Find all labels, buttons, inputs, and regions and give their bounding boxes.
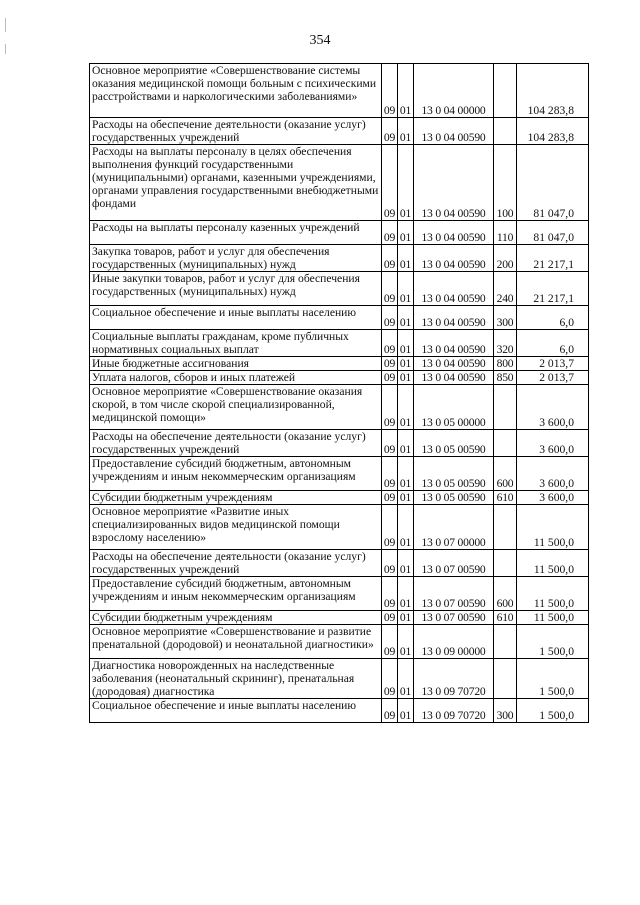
row-grbs-cell: 09 <box>382 505 398 550</box>
scan-edge-mark <box>5 18 6 32</box>
row-program-code-cell: 13 0 07 00000 <box>414 505 494 550</box>
row-expense-type-cell <box>494 659 517 699</box>
row-name-cell: Расходы на выплаты персоналу в целях обеспечения выполнения функций государственными (муниципальными) органами, казенными учреждениями, органами управления государственными внебюджетными фондами <box>90 145 382 221</box>
row-name-cell: Расходы на обеспечение деятельности (оказание услуг) государственных учреждений <box>90 550 382 577</box>
row-section-cell: 01 <box>398 699 414 723</box>
row-name-cell: Социальные выплаты гражданам, кроме публичных нормативных социальных выплат <box>90 330 382 357</box>
row-program-code-cell: 13 0 04 00590 <box>414 118 494 145</box>
table-row <box>90 118 589 145</box>
row-program-code-cell: 13 0 09 00000 <box>414 625 494 659</box>
row-section-cell: 01 <box>398 64 414 118</box>
row-name-cell: Расходы на обеспечение деятельности (оказание услуг) государственных учреждений <box>90 430 382 457</box>
row-section-cell: 01 <box>398 550 414 577</box>
row-name-cell: Основное мероприятие «Развитие иных специализированных видов медицинской помощи взрослому населению» <box>90 505 382 550</box>
table-row <box>90 64 589 118</box>
row-amount-cell: 21 217,1 <box>517 272 589 306</box>
table-row <box>90 357 589 371</box>
table-row <box>90 505 589 550</box>
row-grbs-cell: 09 <box>382 330 398 357</box>
row-section-cell: 01 <box>398 625 414 659</box>
row-amount-cell: 2 013,7 <box>517 357 589 371</box>
row-section-cell: 01 <box>398 611 414 625</box>
row-amount-cell: 1 500,0 <box>517 699 589 723</box>
row-section-cell: 01 <box>398 306 414 330</box>
table-row <box>90 272 589 306</box>
row-expense-type-cell: 110 <box>494 221 517 245</box>
row-grbs-cell: 09 <box>382 625 398 659</box>
row-amount-cell: 11 500,0 <box>517 505 589 550</box>
row-program-code-cell: 13 0 09 70720 <box>414 699 494 723</box>
table-row <box>90 625 589 659</box>
row-expense-type-cell <box>494 625 517 659</box>
row-amount-cell: 6,0 <box>517 306 589 330</box>
row-section-cell: 01 <box>398 491 414 505</box>
row-section-cell: 01 <box>398 272 414 306</box>
row-grbs-cell: 09 <box>382 430 398 457</box>
row-section-cell: 01 <box>398 577 414 611</box>
row-name-cell: Иные бюджетные ассигнования <box>90 357 382 371</box>
row-expense-type-cell <box>494 550 517 577</box>
row-grbs-cell: 09 <box>382 457 398 491</box>
row-expense-type-cell <box>494 385 517 430</box>
table-row <box>90 611 589 625</box>
row-expense-type-cell <box>494 118 517 145</box>
row-grbs-cell: 09 <box>382 371 398 385</box>
table-row <box>90 491 589 505</box>
row-section-cell: 01 <box>398 371 414 385</box>
budget-table <box>89 63 589 723</box>
table-row <box>90 330 589 357</box>
row-name-cell: Предоставление субсидий бюджетным, автономным учреждениям и иным некоммерческим организациям <box>90 577 382 611</box>
row-amount-cell: 21 217,1 <box>517 245 589 272</box>
row-expense-type-cell: 100 <box>494 145 517 221</box>
row-program-code-cell: 13 0 04 00590 <box>414 272 494 306</box>
page-number: 354 <box>309 33 331 48</box>
table-row <box>90 699 589 723</box>
row-amount-cell: 104 283,8 <box>517 118 589 145</box>
row-expense-type-cell: 600 <box>494 577 517 611</box>
row-name-cell: Основное мероприятие «Совершенствование и развитие пренатальной (дородовой) и неонатальной диагностики» <box>90 625 382 659</box>
row-expense-type-cell <box>494 64 517 118</box>
row-expense-type-cell: 850 <box>494 371 517 385</box>
row-program-code-cell: 13 0 04 00590 <box>414 306 494 330</box>
row-program-code-cell: 13 0 05 00000 <box>414 385 494 430</box>
row-section-cell: 01 <box>398 505 414 550</box>
table-row <box>90 430 589 457</box>
row-amount-cell: 3 600,0 <box>517 430 589 457</box>
row-grbs-cell: 09 <box>382 64 398 118</box>
row-section-cell: 01 <box>398 221 414 245</box>
row-program-code-cell: 13 0 04 00000 <box>414 64 494 118</box>
row-amount-cell: 1 500,0 <box>517 625 589 659</box>
row-section-cell: 01 <box>398 659 414 699</box>
table-row <box>90 385 589 430</box>
row-name-cell: Диагностика новорожденных на наследственные заболевания (неонатальный скрининг), пренатальная (дородовая) диагностика <box>90 659 382 699</box>
row-amount-cell: 3 600,0 <box>517 385 589 430</box>
row-program-code-cell: 13 0 04 00590 <box>414 371 494 385</box>
row-program-code-cell: 13 0 07 00590 <box>414 577 494 611</box>
row-grbs-cell: 09 <box>382 272 398 306</box>
row-program-code-cell: 13 0 04 00590 <box>414 330 494 357</box>
row-grbs-cell: 09 <box>382 306 398 330</box>
table-row <box>90 145 589 221</box>
row-expense-type-cell: 610 <box>494 611 517 625</box>
row-amount-cell: 11 500,0 <box>517 550 589 577</box>
row-name-cell: Уплата налогов, сборов и иных платежей <box>90 371 382 385</box>
row-expense-type-cell: 610 <box>494 491 517 505</box>
row-name-cell: Иные закупки товаров, работ и услуг для обеспечения государственных (муниципальных) нужд <box>90 272 382 306</box>
row-amount-cell: 104 283,8 <box>517 64 589 118</box>
row-grbs-cell: 09 <box>382 659 398 699</box>
row-amount-cell: 2 013,7 <box>517 371 589 385</box>
row-name-cell: Расходы на обеспечение деятельности (оказание услуг) государственных учреждений <box>90 118 382 145</box>
table-row <box>90 577 589 611</box>
row-expense-type-cell <box>494 505 517 550</box>
row-program-code-cell: 13 0 04 00590 <box>414 357 494 371</box>
row-grbs-cell: 09 <box>382 245 398 272</box>
row-expense-type-cell: 800 <box>494 357 517 371</box>
row-grbs-cell: 09 <box>382 577 398 611</box>
row-amount-cell: 81 047,0 <box>517 221 589 245</box>
row-program-code-cell: 13 0 04 00590 <box>414 145 494 221</box>
table-row <box>90 306 589 330</box>
row-section-cell: 01 <box>398 385 414 430</box>
row-section-cell: 01 <box>398 118 414 145</box>
table-row <box>90 371 589 385</box>
row-grbs-cell: 09 <box>382 611 398 625</box>
row-program-code-cell: 13 0 07 00590 <box>414 611 494 625</box>
table-body <box>90 64 589 723</box>
row-grbs-cell: 09 <box>382 221 398 245</box>
row-expense-type-cell: 320 <box>494 330 517 357</box>
row-name-cell: Субсидии бюджетным учреждениям <box>90 491 382 505</box>
row-amount-cell: 11 500,0 <box>517 611 589 625</box>
row-program-code-cell: 13 0 04 00590 <box>414 221 494 245</box>
row-section-cell: 01 <box>398 245 414 272</box>
row-expense-type-cell: 240 <box>494 272 517 306</box>
row-name-cell: Социальное обеспечение и иные выплаты населению <box>90 306 382 330</box>
row-name-cell: Основное мероприятие «Совершенствование системы оказания медицинской помощи больным с психическими расстройствами и наркологическими заболеваниями» <box>90 64 382 118</box>
row-amount-cell: 3 600,0 <box>517 457 589 491</box>
row-amount-cell: 6,0 <box>517 330 589 357</box>
row-program-code-cell: 13 0 05 00590 <box>414 491 494 505</box>
row-grbs-cell: 09 <box>382 699 398 723</box>
row-grbs-cell: 09 <box>382 118 398 145</box>
row-expense-type-cell: 600 <box>494 457 517 491</box>
row-expense-type-cell: 300 <box>494 306 517 330</box>
row-name-cell: Закупка товаров, работ и услуг для обеспечения государственных (муниципальных) нужд <box>90 245 382 272</box>
row-section-cell: 01 <box>398 145 414 221</box>
row-amount-cell: 3 600,0 <box>517 491 589 505</box>
table-row <box>90 221 589 245</box>
row-amount-cell: 11 500,0 <box>517 577 589 611</box>
row-grbs-cell: 09 <box>382 357 398 371</box>
table-row <box>90 550 589 577</box>
table-row <box>90 245 589 272</box>
row-program-code-cell: 13 0 09 70720 <box>414 659 494 699</box>
row-section-cell: 01 <box>398 357 414 371</box>
row-expense-type-cell <box>494 430 517 457</box>
row-name-cell: Основное мероприятие «Совершенствование оказания скорой, в том числе скорой специализированной, медицинской помощи» <box>90 385 382 430</box>
row-name-cell: Предоставление субсидий бюджетным, автономным учреждениям и иным некоммерческим организациям <box>90 457 382 491</box>
row-expense-type-cell: 200 <box>494 245 517 272</box>
row-grbs-cell: 09 <box>382 491 398 505</box>
row-grbs-cell: 09 <box>382 385 398 430</box>
row-amount-cell: 1 500,0 <box>517 659 589 699</box>
row-section-cell: 01 <box>398 430 414 457</box>
row-program-code-cell: 13 0 07 00590 <box>414 550 494 577</box>
row-section-cell: 01 <box>398 457 414 491</box>
row-name-cell: Расходы на выплаты персоналу казенных учреждений <box>90 221 382 245</box>
row-expense-type-cell: 300 <box>494 699 517 723</box>
row-name-cell: Субсидии бюджетным учреждениям <box>90 611 382 625</box>
row-amount-cell: 81 047,0 <box>517 145 589 221</box>
row-program-code-cell: 13 0 05 00590 <box>414 457 494 491</box>
row-grbs-cell: 09 <box>382 550 398 577</box>
table-row <box>90 457 589 491</box>
row-program-code-cell: 13 0 04 00590 <box>414 245 494 272</box>
table-row <box>90 659 589 699</box>
row-grbs-cell: 09 <box>382 145 398 221</box>
row-section-cell: 01 <box>398 330 414 357</box>
row-name-cell: Социальное обеспечение и иные выплаты населению <box>90 699 382 723</box>
row-program-code-cell: 13 0 05 00590 <box>414 430 494 457</box>
